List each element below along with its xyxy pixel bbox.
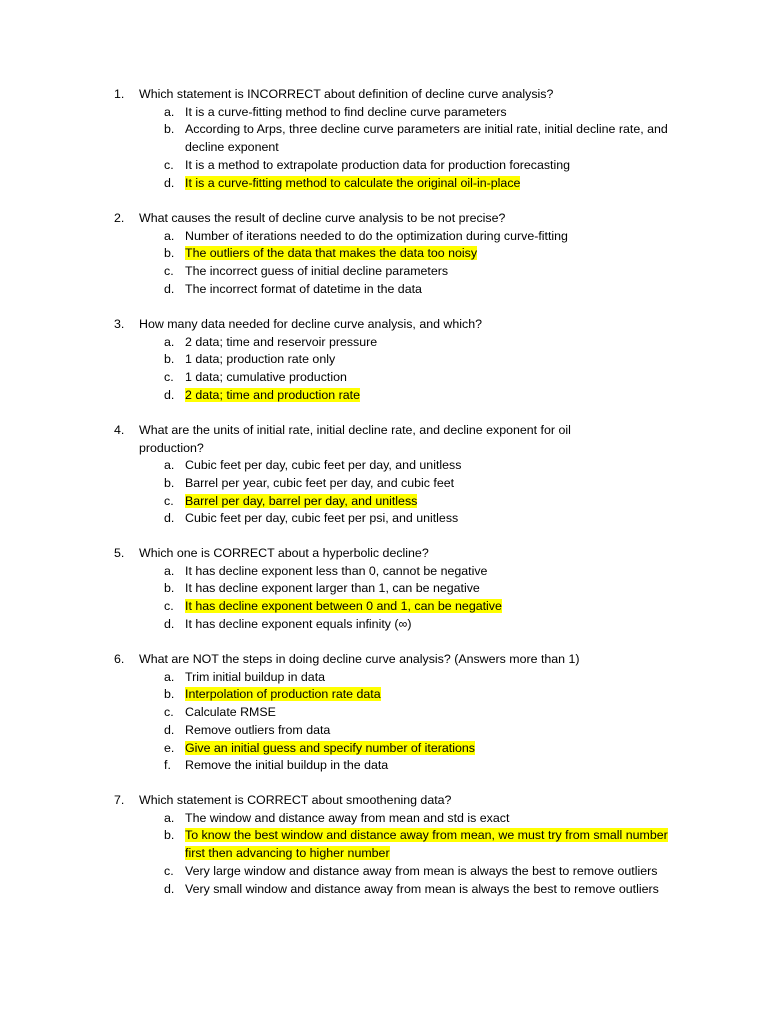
- question-text-continued: production?: [139, 440, 204, 455]
- option-letter: c.: [164, 705, 174, 720]
- option-2d: [0, 281, 768, 299]
- option-4a: [0, 457, 768, 475]
- option-letter: a.: [164, 563, 175, 578]
- option-letter: d.: [164, 387, 175, 402]
- option-7c: [0, 863, 768, 881]
- option-text: The window and distance away from mean and std is exact: [185, 810, 510, 825]
- option-4c: [0, 493, 768, 511]
- option-6f: [0, 757, 768, 775]
- question-number: 4.: [114, 423, 125, 437]
- question-text: What causes the result of decline curve analysis to be not precise?: [139, 211, 506, 225]
- option-1b: [0, 121, 768, 156]
- option-5c: [0, 598, 768, 616]
- question-number: 1.: [114, 87, 125, 101]
- highlighted-answer: The outliers of the data that makes the data too noisy: [185, 246, 478, 261]
- option-letter: b.: [164, 581, 175, 596]
- option-6d: [0, 722, 768, 740]
- option-2b: [0, 245, 768, 263]
- option-text: 2 data; time and reservoir pressure: [185, 334, 378, 349]
- option-text: Number of iterations needed to do the optimization during curve-fitting: [185, 228, 568, 243]
- question-5: [0, 545, 768, 634]
- question-3: [0, 316, 768, 405]
- question-number: 7.: [114, 793, 125, 807]
- option-7b: [0, 827, 768, 862]
- option-text: Barrel per year, cubic feet per day, and cubic feet: [185, 476, 455, 491]
- question-number: 6.: [114, 652, 125, 666]
- option-text: It has decline exponent larger than 1, can be negative: [185, 581, 480, 596]
- question-4-stem: [0, 422, 768, 440]
- question-text: What are NOT the steps in doing decline curve analysis? (Answers more than 1): [139, 652, 580, 666]
- option-2a: [0, 228, 768, 246]
- option-text: Very large window and distance away from mean is always the best to remove outliers: [185, 863, 658, 878]
- option-text: Very small window and distance away from mean is always the best to remove outliers: [185, 881, 659, 896]
- question-text: How many data needed for decline curve analysis, and which?: [139, 317, 483, 331]
- option-1a: [0, 104, 768, 122]
- question-text: Which one is CORRECT about a hyperbolic decline?: [139, 546, 429, 560]
- option-text: The incorrect format of datetime in the data: [185, 281, 422, 296]
- option-3c: [0, 369, 768, 387]
- option-letter: b.: [164, 828, 175, 843]
- highlighted-answer: It has decline exponent between 0 and 1, can be negative: [185, 599, 502, 614]
- option-letter: c.: [164, 264, 174, 279]
- question-6: [0, 651, 768, 775]
- option-text: It has decline exponent less than 0, cannot be negative: [185, 563, 488, 578]
- option-letter: a.: [164, 228, 175, 243]
- option-6a: [0, 669, 768, 687]
- option-text: Calculate RMSE: [185, 705, 276, 720]
- option-text: It has decline exponent equals infinity (∞): [185, 616, 412, 631]
- question-number: 2.: [114, 211, 125, 225]
- option-5d: [0, 616, 768, 634]
- option-6e: [0, 740, 768, 758]
- option-letter: e.: [164, 740, 175, 755]
- option-letter: a.: [164, 810, 175, 825]
- question-7: [0, 792, 768, 898]
- option-letter: b.: [164, 687, 175, 702]
- option-letter: d.: [164, 511, 175, 526]
- option-4b: [0, 475, 768, 493]
- highlighted-answer: To know the best window and distance away from mean, we must try from small number first then advancing to higher number: [185, 828, 668, 861]
- option-2c: [0, 263, 768, 281]
- option-3b: [0, 351, 768, 369]
- option-text: Cubic feet per day, cubic feet per day, and unitless: [185, 458, 462, 473]
- option-letter: a.: [164, 334, 175, 349]
- option-7d: [0, 881, 768, 899]
- option-text: Trim initial buildup in data: [185, 669, 326, 684]
- highlighted-answer: 2 data; time and production rate: [185, 387, 360, 402]
- question-7-stem: [0, 792, 768, 810]
- option-letter: c.: [164, 493, 174, 508]
- option-letter: b.: [164, 476, 175, 491]
- option-1d: [0, 175, 768, 193]
- option-1c: [0, 157, 768, 175]
- option-text: It is a method to extrapolate production data for production forecasting: [185, 157, 571, 172]
- option-7a: [0, 810, 768, 828]
- option-6b: [0, 686, 768, 704]
- option-text: Remove the initial buildup in the data: [185, 758, 389, 773]
- option-6c: [0, 704, 768, 722]
- option-letter: b.: [164, 122, 175, 137]
- question-4: [0, 422, 768, 528]
- option-letter: c.: [164, 370, 174, 385]
- option-text: Cubic feet per day, cubic feet per psi, and unitless: [185, 511, 459, 526]
- option-letter: f.: [164, 758, 171, 773]
- question-2: [0, 210, 768, 299]
- question-6-stem: [0, 651, 768, 669]
- option-3a: [0, 334, 768, 352]
- option-letter: c.: [164, 157, 174, 172]
- highlighted-answer: Interpolation of production rate data: [185, 687, 381, 702]
- question-text: Which statement is CORRECT about smoothening data?: [139, 793, 452, 807]
- option-text: 1 data; cumulative production: [185, 370, 347, 385]
- option-text: Remove outliers from data: [185, 722, 331, 737]
- option-text: It is a curve-fitting method to find decline curve parameters: [185, 104, 507, 119]
- question-1-stem: [0, 86, 768, 104]
- option-letter: a.: [164, 104, 175, 119]
- highlighted-answer: Give an initial guess and specify number of iterations: [185, 740, 475, 755]
- option-4d: [0, 510, 768, 528]
- question-text: Which statement is INCORRECT about definition of decline curve analysis?: [139, 87, 554, 101]
- option-text: According to Arps, three decline curve parameters are initial rate, initial decline rate, and decline exponent: [185, 122, 668, 155]
- question-number: 3.: [114, 317, 125, 331]
- question-number: 5.: [114, 546, 125, 560]
- option-letter: a.: [164, 458, 175, 473]
- option-letter: d.: [164, 881, 175, 896]
- highlighted-answer: Barrel per day, barrel per day, and unitless: [185, 493, 418, 508]
- option-letter: c.: [164, 599, 174, 614]
- highlighted-answer: It is a curve-fitting method to calculate the original oil-in-place: [185, 175, 521, 190]
- question-5-stem: [0, 545, 768, 563]
- question-2-stem: [0, 210, 768, 228]
- option-text: The incorrect guess of initial decline parameters: [185, 264, 449, 279]
- option-5a: [0, 563, 768, 581]
- question-1: [0, 86, 768, 192]
- option-letter: d.: [164, 175, 175, 190]
- option-letter: b.: [164, 352, 175, 367]
- option-letter: d.: [164, 722, 175, 737]
- question-3-stem: [0, 316, 768, 334]
- option-text: 1 data; production rate only: [185, 352, 336, 367]
- question-text: What are the units of initial rate, initial decline rate, and decline exponent for oil: [139, 423, 571, 437]
- option-letter: c.: [164, 863, 174, 878]
- option-letter: d.: [164, 616, 175, 631]
- option-letter: a.: [164, 669, 175, 684]
- option-3d: [0, 387, 768, 405]
- option-5b: [0, 580, 768, 598]
- option-letter: d.: [164, 281, 175, 296]
- option-letter: b.: [164, 246, 175, 261]
